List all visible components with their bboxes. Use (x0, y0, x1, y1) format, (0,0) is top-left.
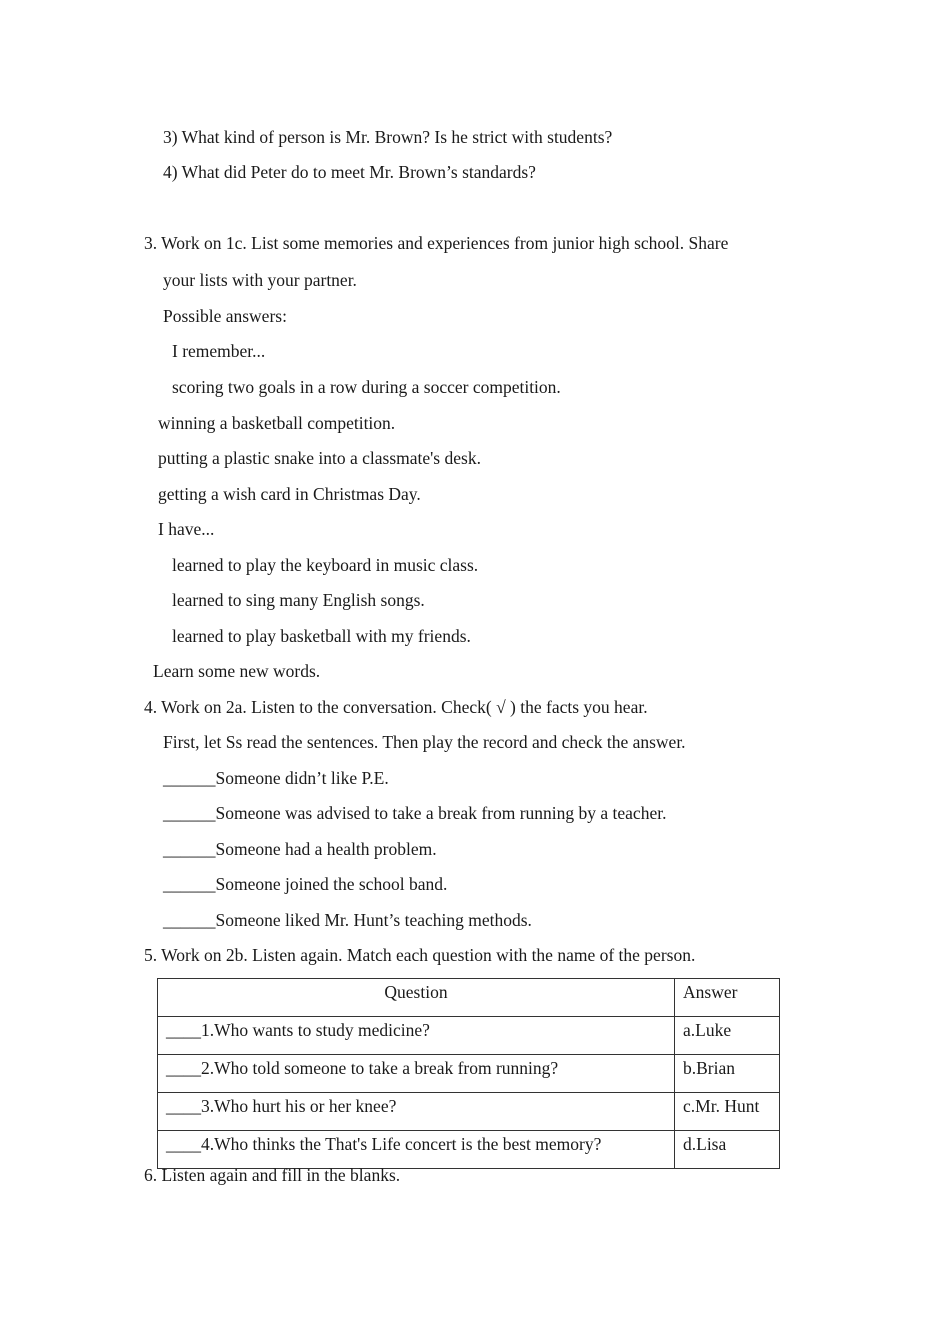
learn-new-words: Learn some new words. (153, 661, 321, 681)
fact-item: ______Someone joined the school band. (163, 874, 448, 894)
matching-table (157, 978, 780, 1169)
task-3-heading-cont: your lists with your partner. (163, 270, 357, 290)
question-cell: ____4.Who thinks the That's Life concert is the best memory? (158, 1131, 675, 1169)
task-6-heading: 6. Listen again and fill in the blanks. (144, 1165, 401, 1185)
question-cell: ____1.Who wants to study medicine? (158, 1017, 675, 1055)
memory-item: winning a basketball competition. (158, 413, 396, 433)
task-5-heading: 5. Work on 2b. Listen again. Match each question with the name of the person. (144, 945, 696, 965)
memory-item: scoring two goals in a row during a soccer competition. (172, 377, 561, 397)
column-header-question: Question (158, 979, 675, 1017)
question-3-brown: 3) What kind of person is Mr. Brown? Is he strict with students? (163, 127, 613, 147)
experience-item: learned to play basketball with my friends. (172, 626, 471, 646)
task-3-heading: 3. Work on 1c. List some memories and experiences from junior high school. Share (144, 233, 729, 253)
fact-item: ______Someone had a health problem. (163, 839, 437, 859)
answer-cell: c.Mr. Hunt (675, 1093, 780, 1131)
fact-item: ______Someone didn’t like P.E. (163, 768, 389, 788)
answer-cell: d.Lisa (675, 1131, 780, 1169)
column-header-answer: Answer (675, 979, 780, 1017)
i-remember-label: I remember... (172, 341, 266, 361)
table-row (158, 1131, 780, 1169)
possible-answers-label: Possible answers: (163, 306, 287, 326)
question-4-peter: 4) What did Peter do to meet Mr. Brown’s standards? (163, 162, 536, 182)
fact-item: ______Someone liked Mr. Hunt’s teaching methods. (163, 910, 532, 930)
answer-cell: a.Luke (675, 1017, 780, 1055)
memory-item: getting a wish card in Christmas Day. (158, 484, 421, 504)
memory-item: putting a plastic snake into a classmate's desk. (158, 448, 481, 468)
fact-item: ______Someone was advised to take a break from running by a teacher. (163, 803, 667, 823)
table-row (158, 1017, 780, 1055)
question-cell: ____2.Who told someone to take a break from running? (158, 1055, 675, 1093)
answer-cell: b.Brian (675, 1055, 780, 1093)
experience-item: learned to sing many English songs. (172, 590, 425, 610)
table-row (158, 1093, 780, 1131)
table-row (158, 1055, 780, 1093)
i-have-label: I have... (158, 519, 215, 539)
experience-item: learned to play the keyboard in music class. (172, 555, 479, 575)
task-4-heading: 4. Work on 2a. Listen to the conversation. Check( √ ) the facts you hear. (144, 697, 648, 717)
question-cell: ____3.Who hurt his or her knee? (158, 1093, 675, 1131)
table-header-row (158, 979, 780, 1017)
task-4-instruction: First, let Ss read the sentences. Then play the record and check the answer. (163, 732, 686, 752)
